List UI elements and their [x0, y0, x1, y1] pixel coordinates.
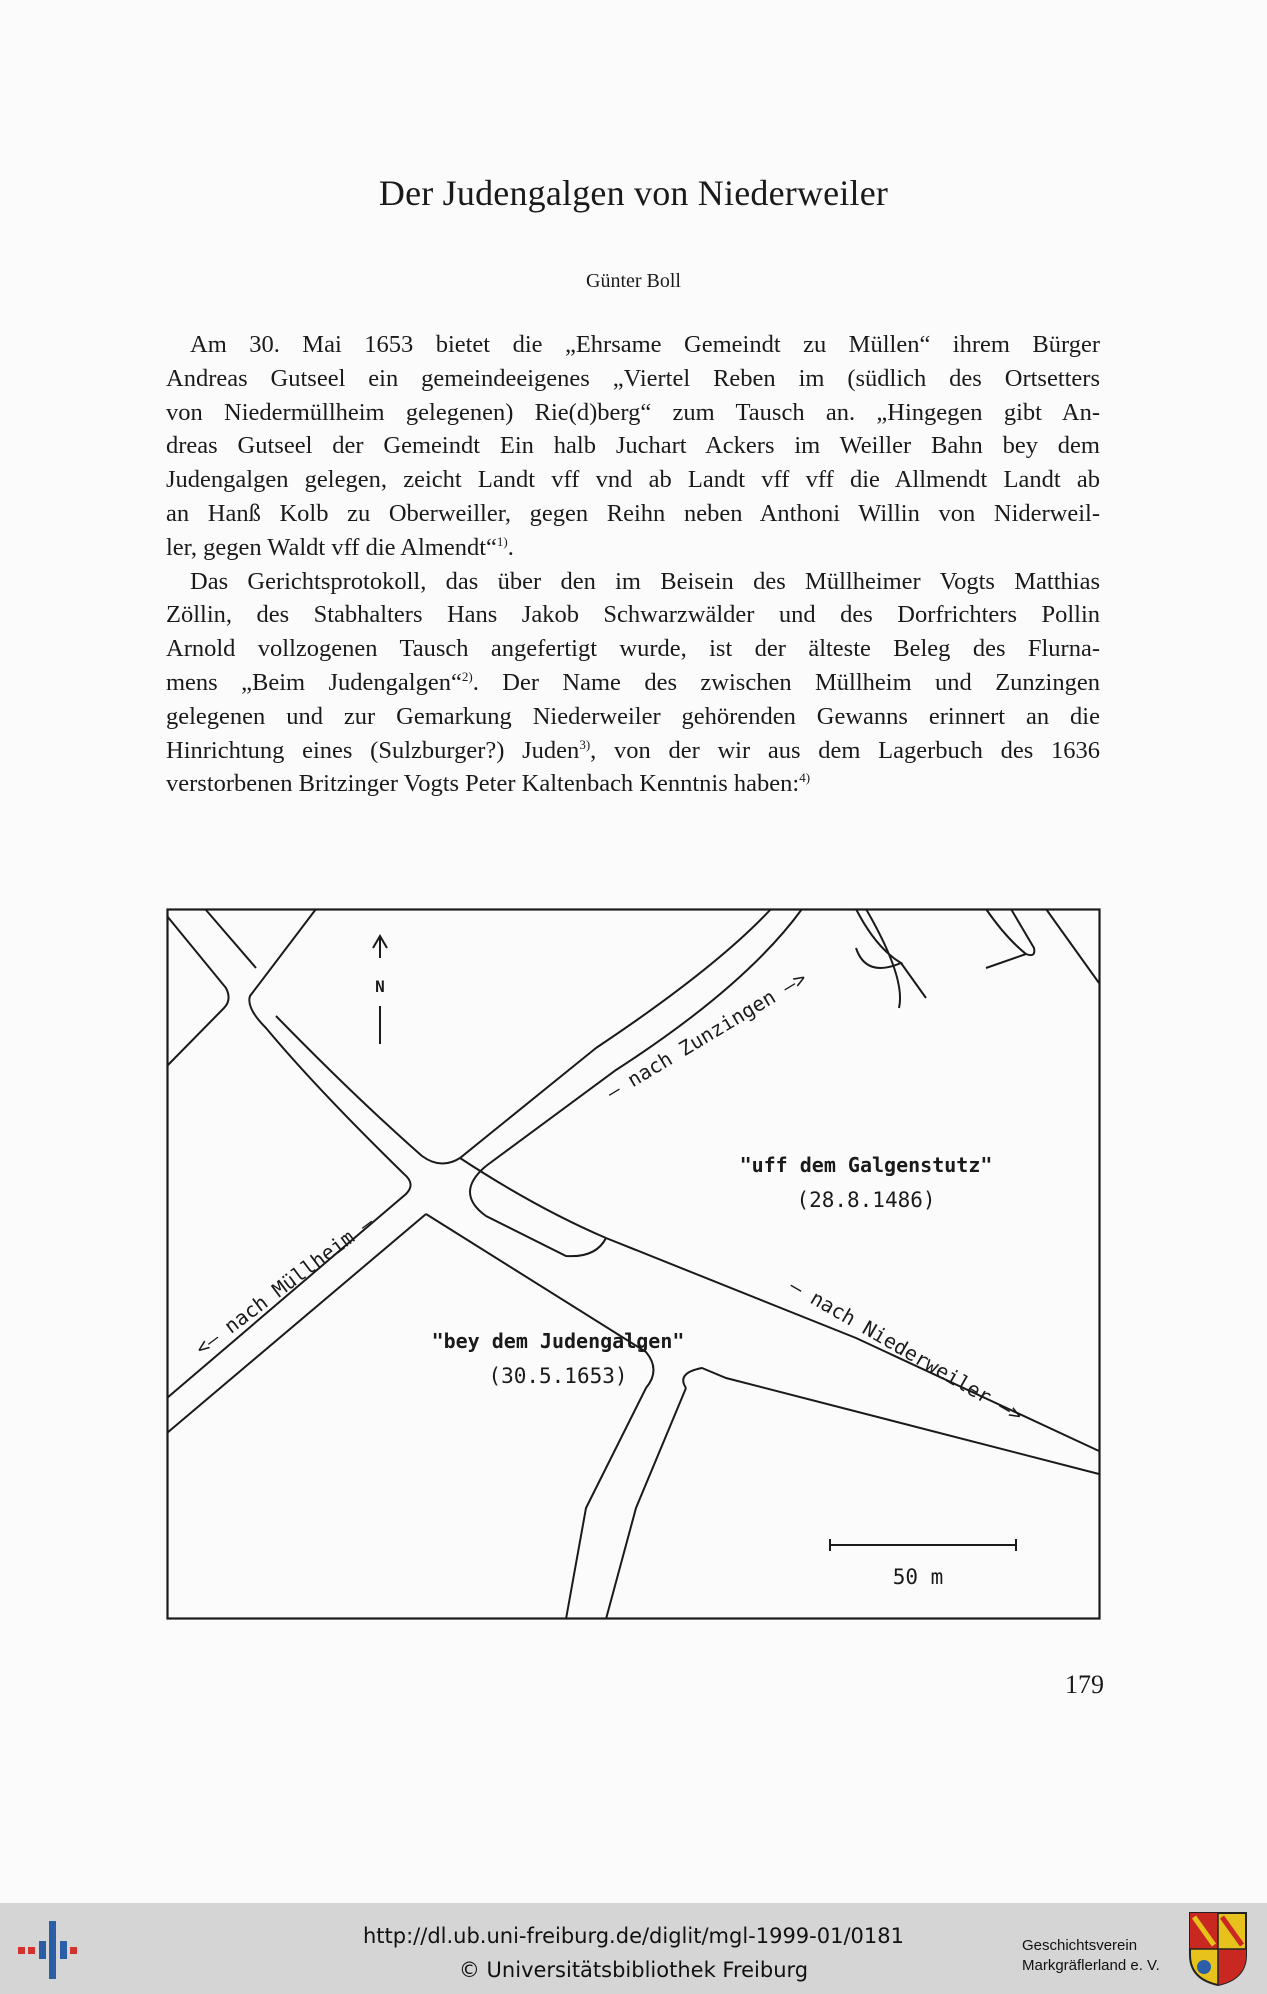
road-outline: [1046, 909, 1099, 983]
footnote-ref: 1): [496, 533, 508, 549]
scale-label: 50 m: [892, 1565, 944, 1589]
road-outline: [986, 954, 1026, 968]
text-line: ler, gegen Waldt vff die Almendt“$^{1)}$.: [166, 533, 514, 561]
road-outline: [167, 916, 229, 1066]
text-line: an Hanß Kolb zu Oberweiller, gegen Reihn neben Anthoni Willin von Niderweil-: [166, 499, 1100, 527]
text-line: Hinrichtung eines (Sulzburger?) Juden$^{3)}$, von der wir aus dem Lagerbuch des 1636: [166, 736, 1100, 764]
road-outline: [426, 1214, 654, 1619]
field-label-judengalgen: "bey dem Judengalgen": [431, 1329, 685, 1353]
society-name: Geschichtsverein Markgräflerland e. V.: [1022, 1937, 1160, 1974]
coat-of-arms-icon: [1188, 1911, 1248, 1987]
text-line: mens „Beim Judengalgen“$^{2)}$. Der Name des zwischen Müllheim und Zunzingen: [166, 668, 1100, 696]
road-outline: [856, 909, 901, 968]
text-line: Zöllin, des Stabhalters Hans Jakob Schwarzwälder und des Dorfrichters Pollin: [166, 601, 1100, 629]
text-line: Das Gerichtsprotokoll, das über den im Beisein des Müllheimer Vogts Matthias: [190, 567, 1100, 595]
text-line: Am 30. Mai 1653 bietet die „Ehrsame Gemeindt zu Müllen“ ihrem Bürger: [190, 331, 1100, 358]
road-outline: [606, 1388, 686, 1619]
footer-url-link[interactable]: http://dl.ub.uni-freiburg.de/diglit/mgl-1999-01/0181: [362, 1924, 904, 1948]
road-outline: [470, 1166, 606, 1256]
text-line: verstorbenen Britzinger Vogts Peter Kaltenbach Kenntnis haben:$^{4)}$: [166, 770, 811, 798]
text-line: von Niedermüllheim gelegenen) Rie(d)berg“ zum Tausch an. „Hingegen gibt An-: [166, 398, 1100, 426]
footer-bar: [0, 1903, 1267, 1994]
footnote-ref: 3): [579, 736, 591, 752]
field-date-galgenstutz: (28.8.1486): [796, 1188, 936, 1212]
road-outline: [486, 909, 802, 1166]
footnote-ref: 4): [799, 770, 811, 786]
text-line: Judengalgen gelegen, zeicht Landt vff vnd ab Landt vff vff die Allmendt Landt ab: [166, 466, 1100, 494]
text-line: gelegenen und zur Gemarkung Niederweiler gehörenden Gewanns erinnert an die: [166, 702, 1100, 730]
field-label-galgenstutz: "uff dem Galgenstutz": [739, 1153, 993, 1177]
road-outline: [167, 909, 411, 1398]
road-outline: [167, 1214, 426, 1433]
map-drawing: [166, 908, 1101, 1620]
article-author: Günter Boll: [586, 270, 681, 292]
road-label-zunzingen: — nach Zunzingen —>: [602, 965, 811, 1105]
road-label-muellheim: <— nach Müllheim —: [190, 1210, 379, 1360]
footnote-ref: 2): [461, 668, 473, 684]
field-map: [166, 908, 1101, 1620]
text-line: dreas Gutseel der Gemeindt Ein halb Juchart Ackers im Weiller Bahn bey dem: [166, 432, 1100, 460]
road-outline: [206, 910, 256, 968]
footer-copyright: © Universitätsbibliothek Freiburg: [458, 1958, 809, 1982]
text-line: Arnold vollzogenen Tausch angefertigt wurde, ist der älteste Beleg des Flurna-: [166, 635, 1100, 663]
page-number: 179: [1065, 1670, 1104, 1699]
road-outline: [986, 909, 1034, 955]
field-date-judengalgen: (30.5.1653): [488, 1364, 628, 1388]
text-line: Andreas Gutseel ein gemeindeeigenes „Viertel Reben im (südlich des Ortsetters: [166, 364, 1100, 392]
road-outline: [901, 963, 926, 998]
article-title: Der Judengalgen von Niederweiler: [378, 173, 889, 213]
article-body: [166, 328, 1100, 801]
road-label-niederweiler: — nach Niederweiler —>: [785, 1273, 1027, 1427]
north-label: N: [375, 977, 385, 996]
